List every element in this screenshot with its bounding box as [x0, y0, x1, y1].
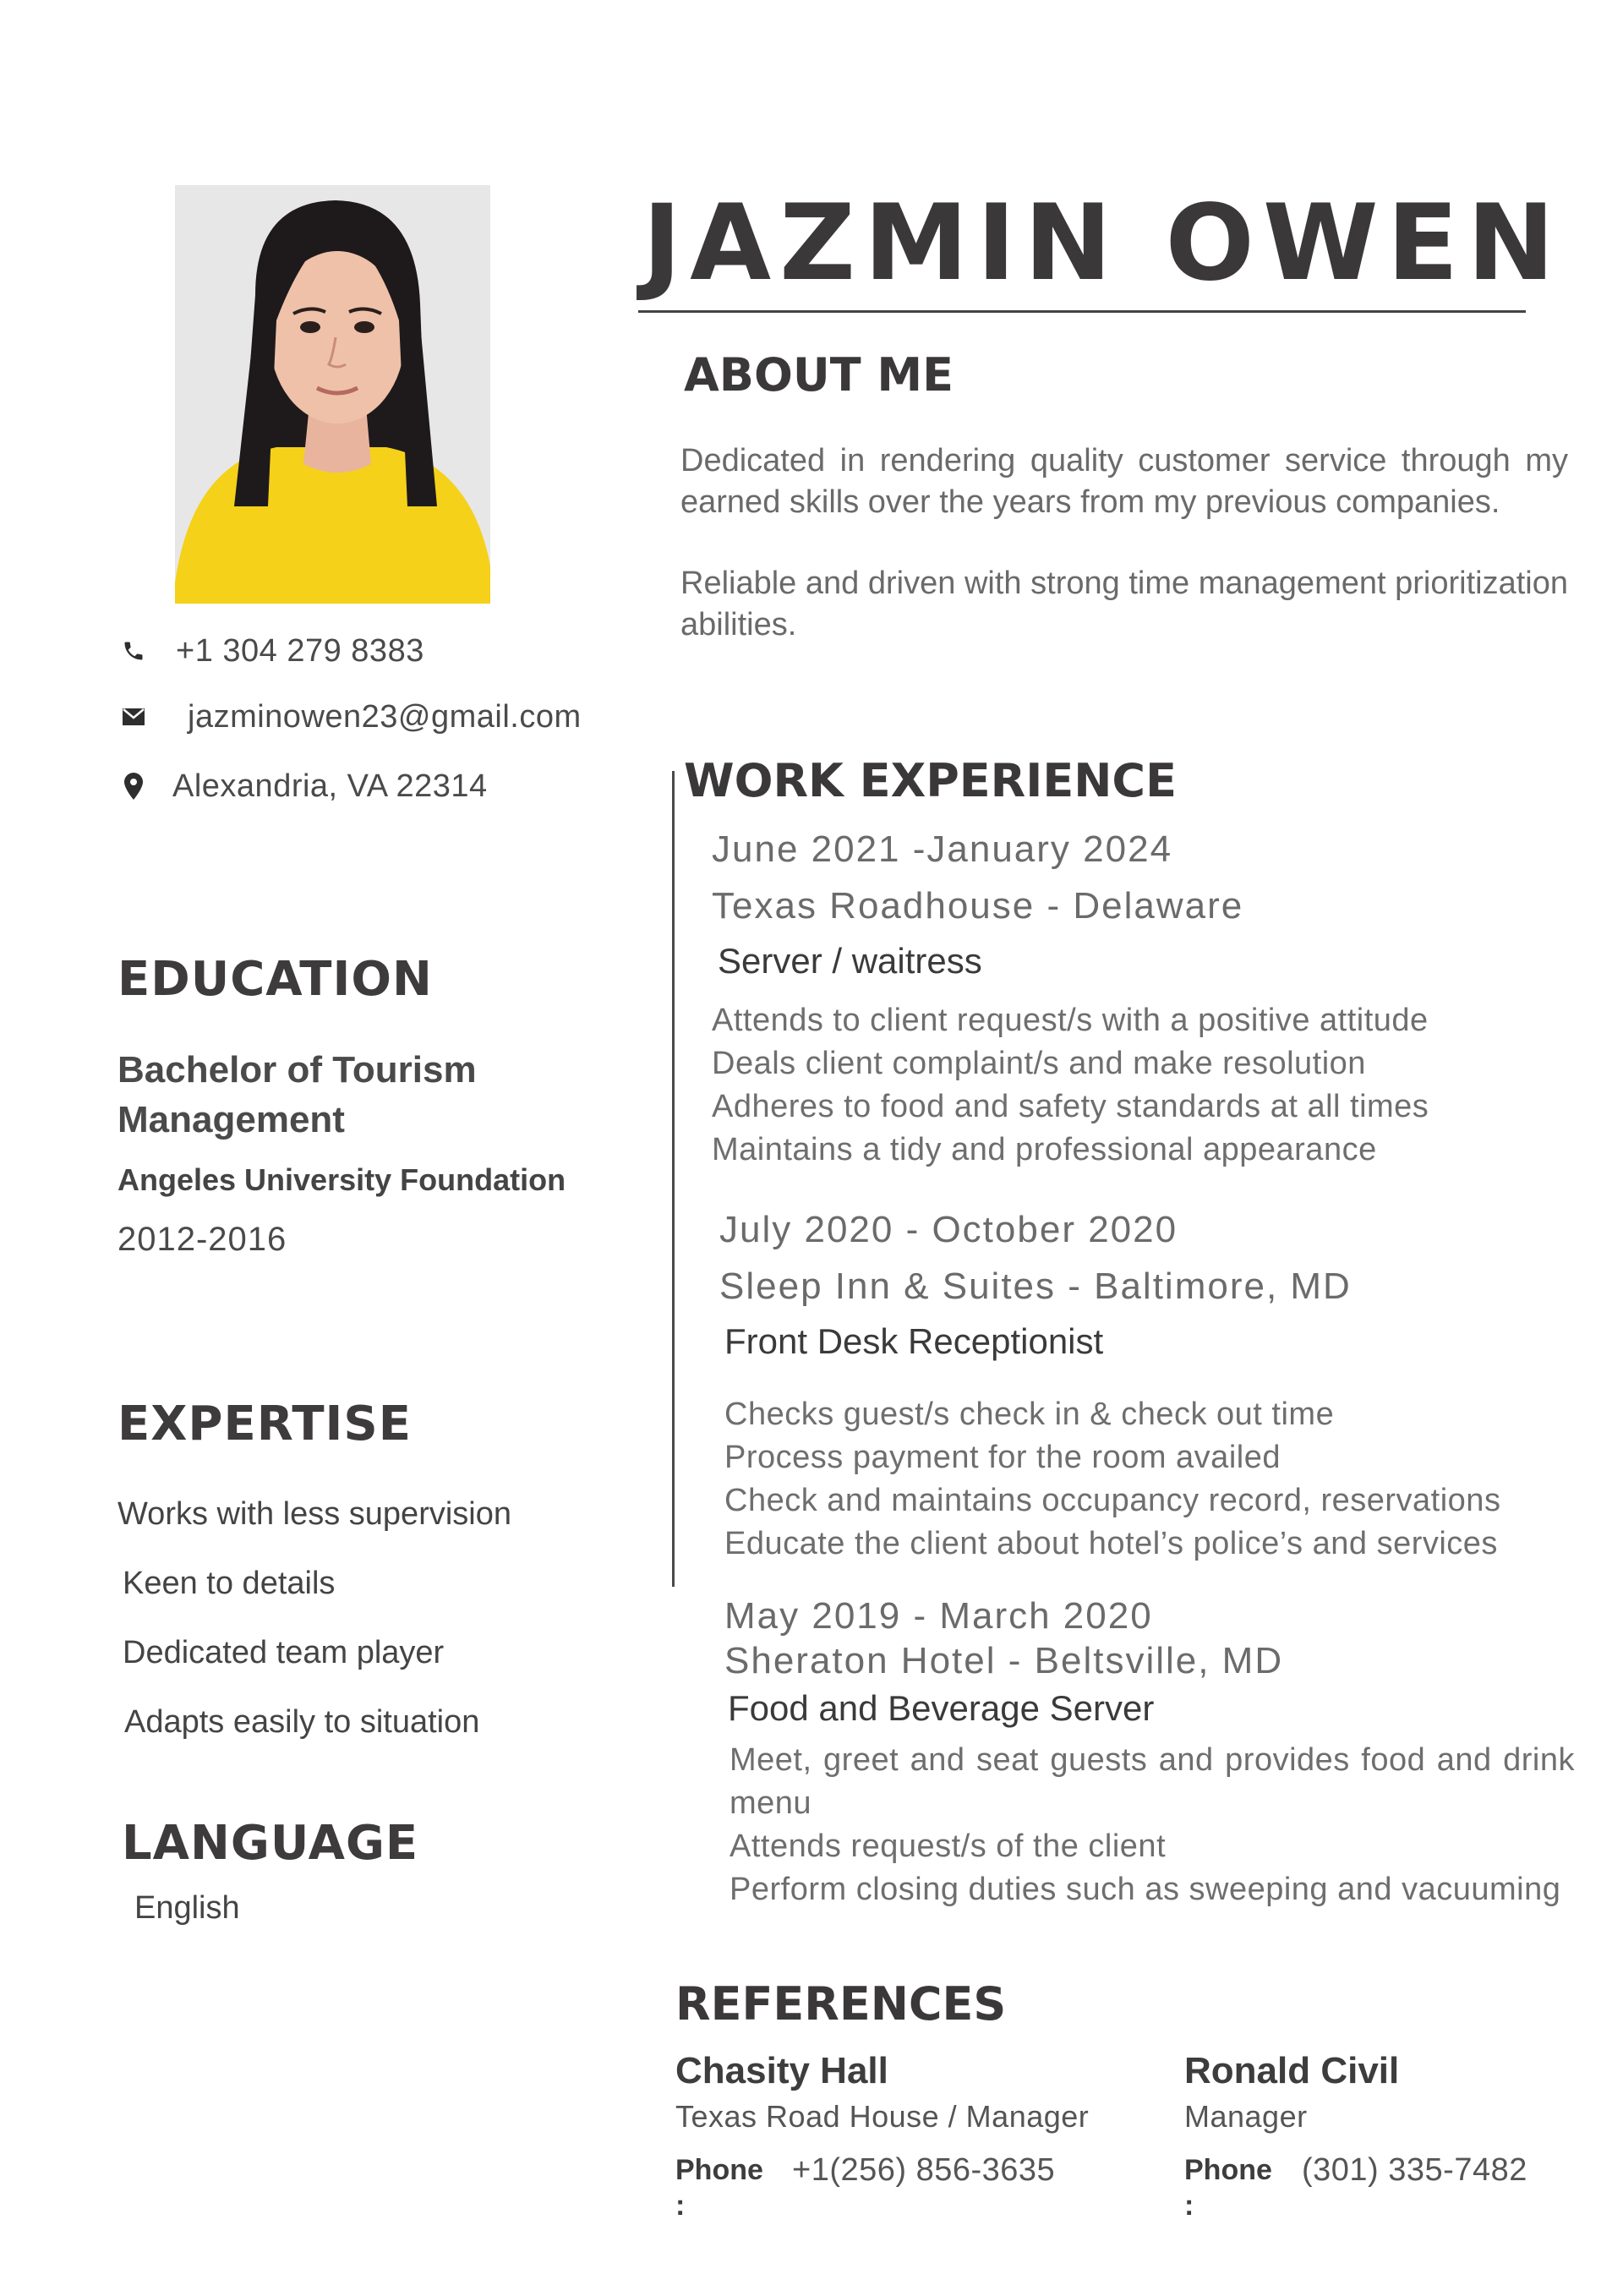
job-duty: Check and maintains occupancy record, reservations: [724, 1483, 1501, 1518]
job-duty: Process payment for the room availed: [724, 1440, 1281, 1475]
reference-phone: +1(256) 856-3635: [792, 2152, 1056, 2188]
contact-location: [118, 765, 488, 807]
phone-number: +1 304 279 8383: [176, 632, 424, 669]
candidate-name: JAZMIN OWEN: [642, 183, 1564, 304]
reference-role: Texas Road House / Manager: [675, 2099, 1090, 2134]
about-paragraph: Dedicated in rendering quality customer service through my earned skills over the years from my previous companies.: [680, 443, 1568, 520]
name-divider: [638, 310, 1526, 313]
email-address: jazminowen23@gmail.com: [188, 698, 582, 735]
about-heading: ABOUT ME: [684, 348, 954, 402]
education-degree: Bachelor of Tourism Management: [117, 1049, 477, 1140]
reference-role: Manager: [1184, 2099, 1308, 2134]
education-school: Angeles University Foundation: [117, 1162, 566, 1197]
job-title: Server / waitress: [718, 941, 982, 981]
timeline-rule: [672, 771, 675, 1587]
contact-email: [118, 696, 582, 738]
job-company: Texas Roadhouse - Delaware: [712, 885, 1244, 927]
job-company: Sheraton Hotel - Beltsville, MD: [724, 1640, 1284, 1681]
reference-name: Ronald Civil: [1184, 2050, 1400, 2091]
job-duty: Attends request/s of the client: [730, 1829, 1167, 1864]
job-duty: Perform closing duties such as sweeping and vacuuming: [730, 1872, 1561, 1907]
expertise-item: Dedicated team player: [123, 1635, 445, 1670]
job-title: Food and Beverage Server: [728, 1688, 1155, 1728]
job-dates: July 2020 - October 2020: [719, 1209, 1178, 1250]
language-heading: LANGUAGE: [122, 1816, 419, 1871]
location-pin-icon: [118, 771, 149, 801]
reference-phone-label: Phone :: [1184, 2154, 1272, 2222]
job-duty: Deals client complaint/s and make resolution: [712, 1046, 1366, 1081]
reference-phone-label: Phone :: [675, 2154, 763, 2222]
education-heading: EDUCATION: [117, 952, 433, 1007]
references-heading: REFERENCES: [675, 1977, 1007, 2031]
reference-name: Chasity Hall: [675, 2050, 888, 2091]
job-dates: June 2021 -January 2024: [712, 828, 1173, 870]
expertise-item: Works with less supervision: [117, 1496, 512, 1532]
profile-photo: [175, 185, 490, 604]
job-duty: Attends to client request/s with a positive attitude: [712, 1003, 1429, 1038]
envelope-icon: [118, 702, 149, 732]
job-company: Sleep Inn & Suites - Baltimore, MD: [719, 1266, 1352, 1307]
reference-phone: (301) 335-7482: [1302, 2152, 1527, 2188]
expertise-item: Adapts easily to situation: [124, 1704, 480, 1740]
location-text: Alexandria, VA 22314: [172, 768, 488, 804]
phone-icon: [118, 636, 149, 666]
job-title: Front Desk Receptionist: [724, 1321, 1104, 1361]
about-paragraph: [680, 563, 1568, 642]
profile-photo-illustration: [175, 185, 490, 604]
job-duty: Educate the client about hotel’s police’s and services: [724, 1526, 1498, 1561]
work-heading: WORK EXPERIENCE: [684, 754, 1177, 807]
expertise-heading: EXPERTISE: [117, 1397, 412, 1451]
job-duty: Maintains a tidy and professional appearance: [712, 1132, 1377, 1167]
education-years: 2012-2016: [117, 1221, 287, 1258]
language-item: English: [134, 1890, 240, 1926]
contact-phone: [118, 630, 424, 672]
job-duty: Meet, greet and seat guests and provides food and drink menu: [730, 1742, 1575, 1821]
job-duty: Adheres to food and safety standards at all times: [712, 1089, 1429, 1124]
job-duty: Checks guest/s check in & check out time: [724, 1397, 1335, 1432]
about-paragraph-text: Reliable and driven with strong time management prioritization abilities.: [680, 566, 1568, 642]
job-dates: May 2019 - March 2020: [724, 1595, 1153, 1637]
expertise-item: Keen to details: [123, 1566, 336, 1601]
